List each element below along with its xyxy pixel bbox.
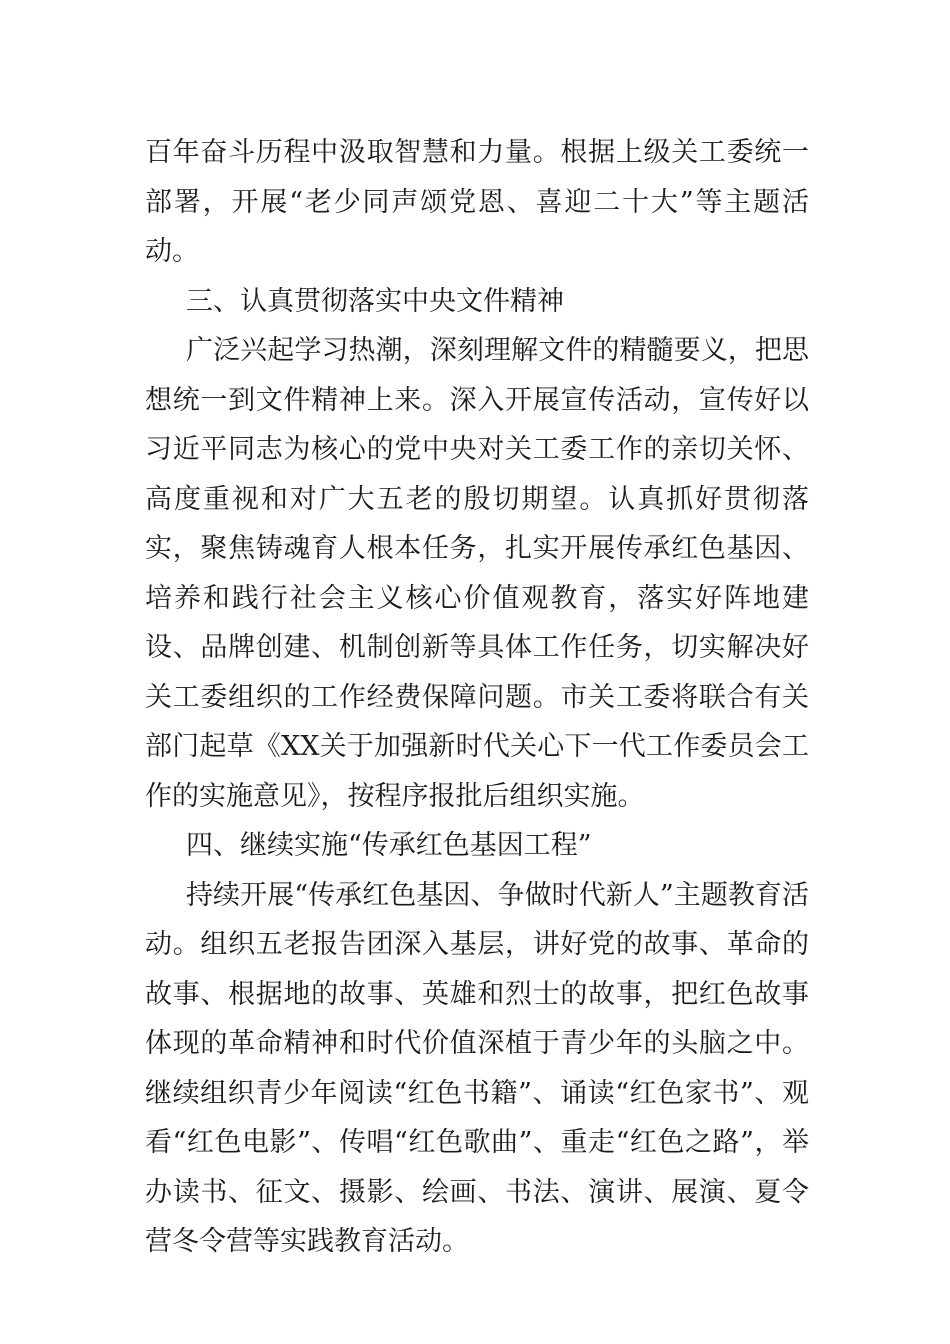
section-heading-4: 四、继续实施“传承红色基因工程”	[186, 830, 592, 861]
document-body	[145, 128, 809, 1267]
paragraph-section-3: 广泛兴起学习热潮，深刻理解文件的精髓要义，把思想统一到文件精神上来。深入开展宣传活动，宣传好以习近平同志为核心的党中央对关工委工作的亲切关怀、高度重视和对广大五老的殷切期望。认真抓好贯彻落实，聚焦铸魂育人根本任务，扎实开展传承红色基因、培养和践行社会主义核心价值观教育，落实好阵地建设、品牌创建、机制创新等具体工作任务，切实解决好关工委组织的工作经费保障问题。市关工委将联合有关部门起草《XX关于加强新时代关心下一代工作委员会工作的实施意见》，按程序报批后组织实施。	[145, 335, 809, 812]
section-heading-3: 三、认真贯彻落实中央文件精神	[186, 285, 564, 317]
paragraph-section-4: 持续开展“传承红色基因、争做时代新人”主题教育活动。组织五老报告团深入基层，讲好党的故事、革命的故事、根据地的故事、英雄和烈士的故事，把红色故事体现的革命精神和时代价值深植于青少年的头脑之中。继续组织青少年阅读“红色书籍”、诵读“红色家书”、观看“红色电影”、传唱“红色歌曲”、重走“红色之路”，举办读书、征文、摄影、绘画、书法、演讲、展演、夏令营冬令营等实践教育活动。	[145, 879, 809, 1257]
paragraph-continuation: 百年奋斗历程中汲取智慧和力量。根据上级关工委统一部署，开展“老少同声颂党恩、喜迎二十大”等主题活动。	[145, 137, 809, 267]
